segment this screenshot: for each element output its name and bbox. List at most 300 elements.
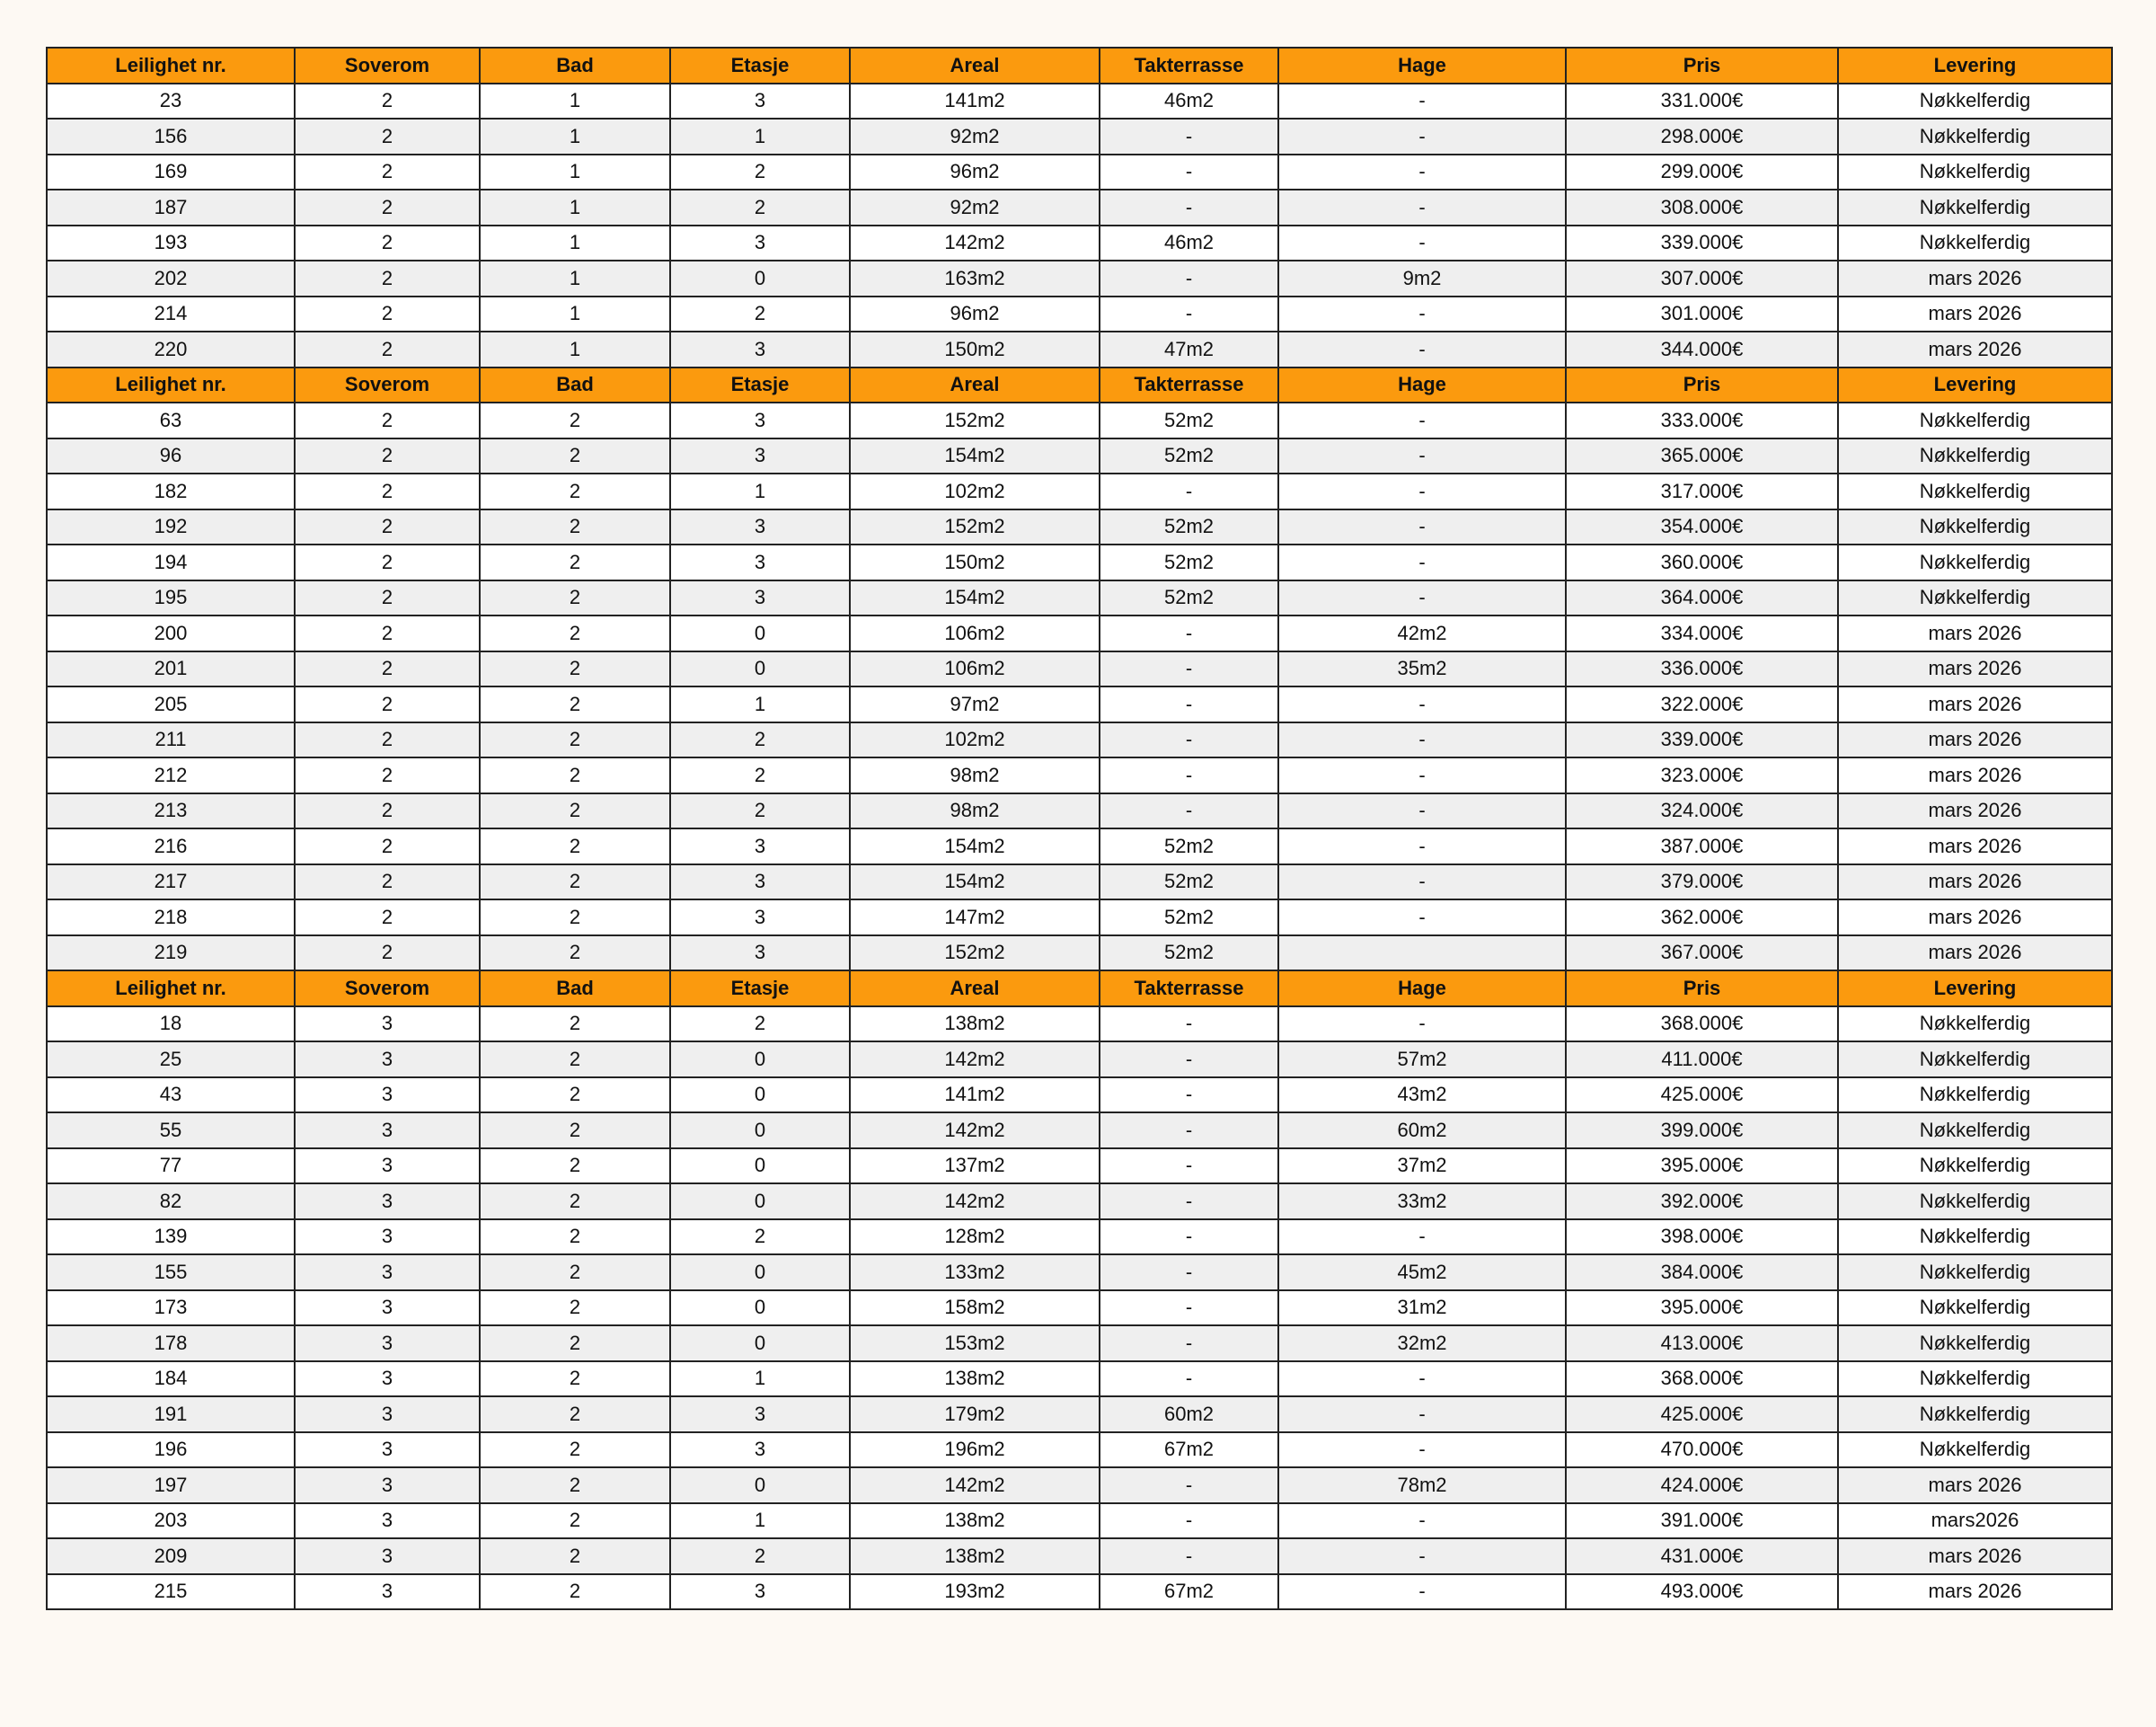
cell-roof-terrace: 52m2 (1100, 509, 1278, 545)
table-row (47, 1077, 2112, 1113)
table-row (47, 1148, 2112, 1184)
cell-bedrooms: 3 (295, 1538, 480, 1574)
cell-roof-terrace: - (1100, 1077, 1278, 1113)
cell-roof-terrace: - (1100, 1503, 1278, 1539)
cell-area: 128m2 (850, 1219, 1100, 1255)
cell-garden: 78m2 (1278, 1467, 1566, 1503)
cell-bedrooms: 2 (295, 864, 480, 900)
cell-unit-number: 219 (47, 935, 295, 971)
cell-area: 154m2 (850, 828, 1100, 864)
cell-area: 193m2 (850, 1574, 1100, 1610)
cell-delivery: Nøkkelferdig (1838, 1432, 2112, 1468)
cell-delivery: mars 2026 (1838, 1467, 2112, 1503)
cell-unit-number: 194 (47, 545, 295, 580)
cell-bathrooms: 1 (480, 155, 670, 190)
cell-bathrooms: 2 (480, 1467, 670, 1503)
cell-roof-terrace: - (1100, 1325, 1278, 1361)
cell-bathrooms: 2 (480, 438, 670, 474)
cell-roof-terrace: - (1100, 1538, 1278, 1574)
cell-unit-number: 139 (47, 1219, 295, 1255)
cell-floor: 0 (670, 1041, 850, 1077)
cell-roof-terrace: - (1100, 1290, 1278, 1326)
cell-delivery: Nøkkelferdig (1838, 1325, 2112, 1361)
cell-floor: 0 (670, 1290, 850, 1326)
cell-unit-number: 43 (47, 1077, 295, 1113)
cell-bathrooms: 2 (480, 757, 670, 793)
table-row (47, 1219, 2112, 1255)
cell-floor: 1 (670, 474, 850, 509)
cell-price: 331.000€ (1566, 84, 1838, 120)
cell-bathrooms: 2 (480, 1219, 670, 1255)
table-row (47, 1290, 2112, 1326)
cell-delivery: mars 2026 (1838, 899, 2112, 935)
cell-bathrooms: 2 (480, 1112, 670, 1148)
cell-area: 158m2 (850, 1290, 1100, 1326)
cell-garden: - (1278, 757, 1566, 793)
cell-floor: 0 (670, 1254, 850, 1290)
cell-floor: 2 (670, 1219, 850, 1255)
cell-floor: 0 (670, 261, 850, 297)
cell-roof-terrace: - (1100, 1219, 1278, 1255)
cell-garden: 43m2 (1278, 1077, 1566, 1113)
cell-bedrooms: 2 (295, 332, 480, 368)
cell-garden: 35m2 (1278, 651, 1566, 687)
cell-delivery: Nøkkelferdig (1838, 1219, 2112, 1255)
cell-floor: 3 (670, 226, 850, 261)
cell-delivery: Nøkkelferdig (1838, 1148, 2112, 1184)
cell-bedrooms: 2 (295, 297, 480, 332)
cell-bedrooms: 3 (295, 1112, 480, 1148)
cell-floor: 1 (670, 1361, 850, 1397)
cell-bedrooms: 3 (295, 1467, 480, 1503)
cell-garden: - (1278, 1503, 1566, 1539)
cell-garden: - (1278, 403, 1566, 438)
cell-bedrooms: 3 (295, 1503, 480, 1539)
cell-delivery: mars 2026 (1838, 935, 2112, 971)
column-header-price: Pris (1566, 48, 1838, 84)
cell-bathrooms: 2 (480, 1183, 670, 1219)
cell-unit-number: 218 (47, 899, 295, 935)
cell-floor: 2 (670, 1006, 850, 1042)
cell-area: 152m2 (850, 935, 1100, 971)
cell-garden: - (1278, 864, 1566, 900)
cell-area: 137m2 (850, 1148, 1100, 1184)
cell-unit-number: 197 (47, 1467, 295, 1503)
cell-floor: 3 (670, 403, 850, 438)
cell-unit-number: 18 (47, 1006, 295, 1042)
cell-roof-terrace: 52m2 (1100, 580, 1278, 616)
cell-unit-number: 200 (47, 616, 295, 651)
cell-delivery: mars 2026 (1838, 297, 2112, 332)
cell-unit-number: 63 (47, 403, 295, 438)
cell-unit-number: 82 (47, 1183, 295, 1219)
cell-floor: 1 (670, 1503, 850, 1539)
cell-bedrooms: 2 (295, 828, 480, 864)
cell-delivery: Nøkkelferdig (1838, 509, 2112, 545)
cell-bathrooms: 2 (480, 474, 670, 509)
cell-bedrooms: 2 (295, 261, 480, 297)
table-row (47, 226, 2112, 261)
apartment-price-table (46, 47, 2113, 1610)
cell-roof-terrace: 47m2 (1100, 332, 1278, 368)
cell-price: 334.000€ (1566, 616, 1838, 651)
cell-bedrooms: 3 (295, 1041, 480, 1077)
cell-area: 153m2 (850, 1325, 1100, 1361)
cell-delivery: Nøkkelferdig (1838, 155, 2112, 190)
cell-price: 395.000€ (1566, 1148, 1838, 1184)
table-row (47, 722, 2112, 758)
cell-bedrooms: 3 (295, 1148, 480, 1184)
cell-floor: 0 (670, 1183, 850, 1219)
cell-bathrooms: 2 (480, 722, 670, 758)
cell-roof-terrace: - (1100, 616, 1278, 651)
cell-garden: 42m2 (1278, 616, 1566, 651)
cell-roof-terrace: 67m2 (1100, 1432, 1278, 1468)
cell-bathrooms: 2 (480, 864, 670, 900)
cell-unit-number: 214 (47, 297, 295, 332)
table-row (47, 1396, 2112, 1432)
table-row (47, 403, 2112, 438)
cell-bathrooms: 2 (480, 686, 670, 722)
cell-price: 339.000€ (1566, 722, 1838, 758)
cell-bathrooms: 2 (480, 1290, 670, 1326)
cell-roof-terrace: - (1100, 1361, 1278, 1397)
cell-delivery: Nøkkelferdig (1838, 1254, 2112, 1290)
cell-area: 141m2 (850, 84, 1100, 120)
column-header-price: Pris (1566, 368, 1838, 403)
cell-delivery: mars 2026 (1838, 757, 2112, 793)
cell-delivery: Nøkkelferdig (1838, 1361, 2112, 1397)
column-header-garden: Hage (1278, 48, 1566, 84)
cell-garden: 57m2 (1278, 1041, 1566, 1077)
cell-floor: 3 (670, 864, 850, 900)
cell-roof-terrace: - (1100, 297, 1278, 332)
cell-price: 307.000€ (1566, 261, 1838, 297)
cell-area: 138m2 (850, 1006, 1100, 1042)
column-header-roof-terrace: Takterrasse (1100, 970, 1278, 1006)
cell-price: 399.000€ (1566, 1112, 1838, 1148)
cell-price: 425.000€ (1566, 1077, 1838, 1113)
column-header-bedrooms: Soverom (295, 48, 480, 84)
table-row (47, 545, 2112, 580)
cell-unit-number: 193 (47, 226, 295, 261)
table-row (47, 864, 2112, 900)
cell-area: 133m2 (850, 1254, 1100, 1290)
cell-area: 96m2 (850, 297, 1100, 332)
cell-bedrooms: 2 (295, 580, 480, 616)
cell-area: 142m2 (850, 1183, 1100, 1219)
cell-roof-terrace: - (1100, 1112, 1278, 1148)
cell-bathrooms: 2 (480, 616, 670, 651)
table-row (47, 1254, 2112, 1290)
table-row (47, 261, 2112, 297)
column-header-unit-number: Leilighet nr. (47, 368, 295, 403)
cell-delivery: Nøkkelferdig (1838, 226, 2112, 261)
column-header-unit-number: Leilighet nr. (47, 970, 295, 1006)
cell-roof-terrace: 52m2 (1100, 403, 1278, 438)
cell-floor: 3 (670, 1432, 850, 1468)
cell-unit-number: 192 (47, 509, 295, 545)
table-row (47, 935, 2112, 971)
cell-bedrooms: 2 (295, 651, 480, 687)
cell-bathrooms: 2 (480, 899, 670, 935)
cell-price: 298.000€ (1566, 119, 1838, 155)
cell-garden: - (1278, 580, 1566, 616)
column-header-area: Areal (850, 48, 1100, 84)
cell-garden: - (1278, 438, 1566, 474)
cell-area: 138m2 (850, 1361, 1100, 1397)
cell-area: 163m2 (850, 261, 1100, 297)
cell-bedrooms: 3 (295, 1006, 480, 1042)
cell-unit-number: 191 (47, 1396, 295, 1432)
cell-unit-number: 215 (47, 1574, 295, 1610)
column-header-delivery: Levering (1838, 970, 2112, 1006)
table-row (47, 1361, 2112, 1397)
cell-delivery: mars 2026 (1838, 864, 2112, 900)
table-row (47, 899, 2112, 935)
column-header-area: Areal (850, 970, 1100, 1006)
cell-roof-terrace: 52m2 (1100, 438, 1278, 474)
cell-unit-number: 169 (47, 155, 295, 190)
table-row (47, 757, 2112, 793)
cell-floor: 3 (670, 332, 850, 368)
cell-floor: 0 (670, 1112, 850, 1148)
cell-bedrooms: 2 (295, 84, 480, 120)
cell-roof-terrace: 52m2 (1100, 828, 1278, 864)
cell-floor: 2 (670, 190, 850, 226)
cell-delivery: mars2026 (1838, 1503, 2112, 1539)
table-row (47, 297, 2112, 332)
cell-price: 493.000€ (1566, 1574, 1838, 1610)
cell-bedrooms: 2 (295, 190, 480, 226)
cell-bathrooms: 2 (480, 403, 670, 438)
cell-area: 154m2 (850, 438, 1100, 474)
cell-bedrooms: 2 (295, 119, 480, 155)
cell-bathrooms: 2 (480, 1006, 670, 1042)
table-row (47, 509, 2112, 545)
cell-bedrooms: 2 (295, 509, 480, 545)
cell-bedrooms: 3 (295, 1325, 480, 1361)
cell-area: 98m2 (850, 793, 1100, 829)
table-row (47, 686, 2112, 722)
cell-delivery: mars 2026 (1838, 1574, 2112, 1610)
cell-roof-terrace: - (1100, 119, 1278, 155)
cell-delivery: Nøkkelferdig (1838, 545, 2112, 580)
cell-roof-terrace: - (1100, 1467, 1278, 1503)
cell-area: 179m2 (850, 1396, 1100, 1432)
cell-bedrooms: 2 (295, 226, 480, 261)
cell-roof-terrace: 46m2 (1100, 84, 1278, 120)
cell-price: 470.000€ (1566, 1432, 1838, 1468)
column-header-floor: Etasje (670, 368, 850, 403)
cell-bedrooms: 3 (295, 1290, 480, 1326)
column-header-bathrooms: Bad (480, 970, 670, 1006)
cell-unit-number: 155 (47, 1254, 295, 1290)
cell-garden: - (1278, 226, 1566, 261)
cell-unit-number: 156 (47, 119, 295, 155)
cell-garden: - (1278, 84, 1566, 120)
cell-unit-number: 209 (47, 1538, 295, 1574)
cell-price: 339.000€ (1566, 226, 1838, 261)
cell-floor: 3 (670, 828, 850, 864)
cell-delivery: mars 2026 (1838, 616, 2112, 651)
cell-garden: - (1278, 722, 1566, 758)
column-header-price: Pris (1566, 970, 1838, 1006)
cell-area: 102m2 (850, 722, 1100, 758)
cell-bedrooms: 2 (295, 438, 480, 474)
table-row (47, 155, 2112, 190)
cell-area: 138m2 (850, 1538, 1100, 1574)
table-row (47, 1041, 2112, 1077)
cell-delivery: mars 2026 (1838, 722, 2112, 758)
cell-bedrooms: 2 (295, 155, 480, 190)
table-row (47, 828, 2112, 864)
cell-bedrooms: 3 (295, 1183, 480, 1219)
cell-area: 92m2 (850, 190, 1100, 226)
cell-floor: 2 (670, 793, 850, 829)
cell-area: 142m2 (850, 226, 1100, 261)
cell-roof-terrace: - (1100, 722, 1278, 758)
cell-bedrooms: 2 (295, 757, 480, 793)
column-header-bedrooms: Soverom (295, 970, 480, 1006)
cell-floor: 2 (670, 722, 850, 758)
cell-price: 368.000€ (1566, 1006, 1838, 1042)
cell-unit-number: 196 (47, 1432, 295, 1468)
cell-bedrooms: 2 (295, 686, 480, 722)
cell-floor: 2 (670, 1538, 850, 1574)
cell-bedrooms: 2 (295, 616, 480, 651)
cell-bedrooms: 3 (295, 1396, 480, 1432)
cell-bathrooms: 2 (480, 1574, 670, 1610)
cell-area: 147m2 (850, 899, 1100, 935)
cell-unit-number: 201 (47, 651, 295, 687)
cell-garden: 45m2 (1278, 1254, 1566, 1290)
cell-price: 324.000€ (1566, 793, 1838, 829)
cell-delivery: Nøkkelferdig (1838, 1112, 2112, 1148)
table-row (47, 1574, 2112, 1610)
cell-area: 102m2 (850, 474, 1100, 509)
cell-price: 301.000€ (1566, 297, 1838, 332)
cell-area: 98m2 (850, 757, 1100, 793)
cell-floor: 1 (670, 686, 850, 722)
table-row (47, 793, 2112, 829)
cell-garden: 37m2 (1278, 1148, 1566, 1184)
cell-bathrooms: 1 (480, 297, 670, 332)
cell-garden: - (1278, 1219, 1566, 1255)
table-row (47, 119, 2112, 155)
cell-unit-number: 202 (47, 261, 295, 297)
cell-unit-number: 178 (47, 1325, 295, 1361)
cell-delivery: mars 2026 (1838, 828, 2112, 864)
cell-delivery: Nøkkelferdig (1838, 1006, 2112, 1042)
cell-price: 317.000€ (1566, 474, 1838, 509)
cell-bedrooms: 3 (295, 1219, 480, 1255)
cell-bathrooms: 2 (480, 1148, 670, 1184)
table-row (47, 616, 2112, 651)
cell-unit-number: 211 (47, 722, 295, 758)
cell-price: 368.000€ (1566, 1361, 1838, 1397)
cell-roof-terrace: - (1100, 686, 1278, 722)
cell-floor: 3 (670, 1396, 850, 1432)
cell-area: 196m2 (850, 1432, 1100, 1468)
cell-roof-terrace: - (1100, 155, 1278, 190)
cell-garden (1278, 935, 1566, 971)
cell-price: 425.000€ (1566, 1396, 1838, 1432)
cell-unit-number: 217 (47, 864, 295, 900)
cell-bedrooms: 3 (295, 1361, 480, 1397)
cell-floor: 3 (670, 1574, 850, 1610)
cell-delivery: mars 2026 (1838, 793, 2112, 829)
cell-price: 362.000€ (1566, 899, 1838, 935)
column-header-bedrooms: Soverom (295, 368, 480, 403)
cell-price: 308.000€ (1566, 190, 1838, 226)
column-header-delivery: Levering (1838, 48, 2112, 84)
cell-price: 333.000€ (1566, 403, 1838, 438)
cell-bathrooms: 1 (480, 84, 670, 120)
cell-area: 106m2 (850, 651, 1100, 687)
cell-floor: 3 (670, 509, 850, 545)
cell-unit-number: 213 (47, 793, 295, 829)
cell-area: 138m2 (850, 1503, 1100, 1539)
table-row (47, 580, 2112, 616)
cell-bedrooms: 3 (295, 1574, 480, 1610)
cell-bathrooms: 1 (480, 261, 670, 297)
column-header-bathrooms: Bad (480, 48, 670, 84)
cell-delivery: Nøkkelferdig (1838, 1077, 2112, 1113)
table-row (47, 84, 2112, 120)
cell-garden: - (1278, 297, 1566, 332)
table-row (47, 1432, 2112, 1468)
cell-roof-terrace: - (1100, 1006, 1278, 1042)
cell-unit-number: 187 (47, 190, 295, 226)
cell-garden: - (1278, 1006, 1566, 1042)
cell-price: 391.000€ (1566, 1503, 1838, 1539)
cell-roof-terrace: 52m2 (1100, 545, 1278, 580)
table-row (47, 190, 2112, 226)
table-body (47, 48, 2112, 1609)
column-header-roof-terrace: Takterrasse (1100, 48, 1278, 84)
cell-floor: 1 (670, 119, 850, 155)
cell-roof-terrace: - (1100, 1254, 1278, 1290)
cell-price: 336.000€ (1566, 651, 1838, 687)
cell-floor: 0 (670, 651, 850, 687)
table-row (47, 1467, 2112, 1503)
cell-garden: - (1278, 793, 1566, 829)
cell-unit-number: 173 (47, 1290, 295, 1326)
cell-bathrooms: 1 (480, 226, 670, 261)
cell-price: 387.000€ (1566, 828, 1838, 864)
cell-bedrooms: 3 (295, 1077, 480, 1113)
table-header-row (47, 368, 2112, 403)
table-row (47, 1538, 2112, 1574)
cell-floor: 0 (670, 1077, 850, 1113)
cell-garden: 32m2 (1278, 1325, 1566, 1361)
cell-bathrooms: 2 (480, 1432, 670, 1468)
cell-garden: - (1278, 828, 1566, 864)
cell-roof-terrace: - (1100, 261, 1278, 297)
table-row (47, 1503, 2112, 1539)
cell-delivery: Nøkkelferdig (1838, 1041, 2112, 1077)
cell-bathrooms: 1 (480, 332, 670, 368)
cell-roof-terrace: - (1100, 1183, 1278, 1219)
cell-bathrooms: 1 (480, 119, 670, 155)
cell-price: 424.000€ (1566, 1467, 1838, 1503)
table-header-row (47, 970, 2112, 1006)
cell-floor: 3 (670, 84, 850, 120)
cell-area: 97m2 (850, 686, 1100, 722)
cell-area: 142m2 (850, 1112, 1100, 1148)
cell-delivery: Nøkkelferdig (1838, 1183, 2112, 1219)
